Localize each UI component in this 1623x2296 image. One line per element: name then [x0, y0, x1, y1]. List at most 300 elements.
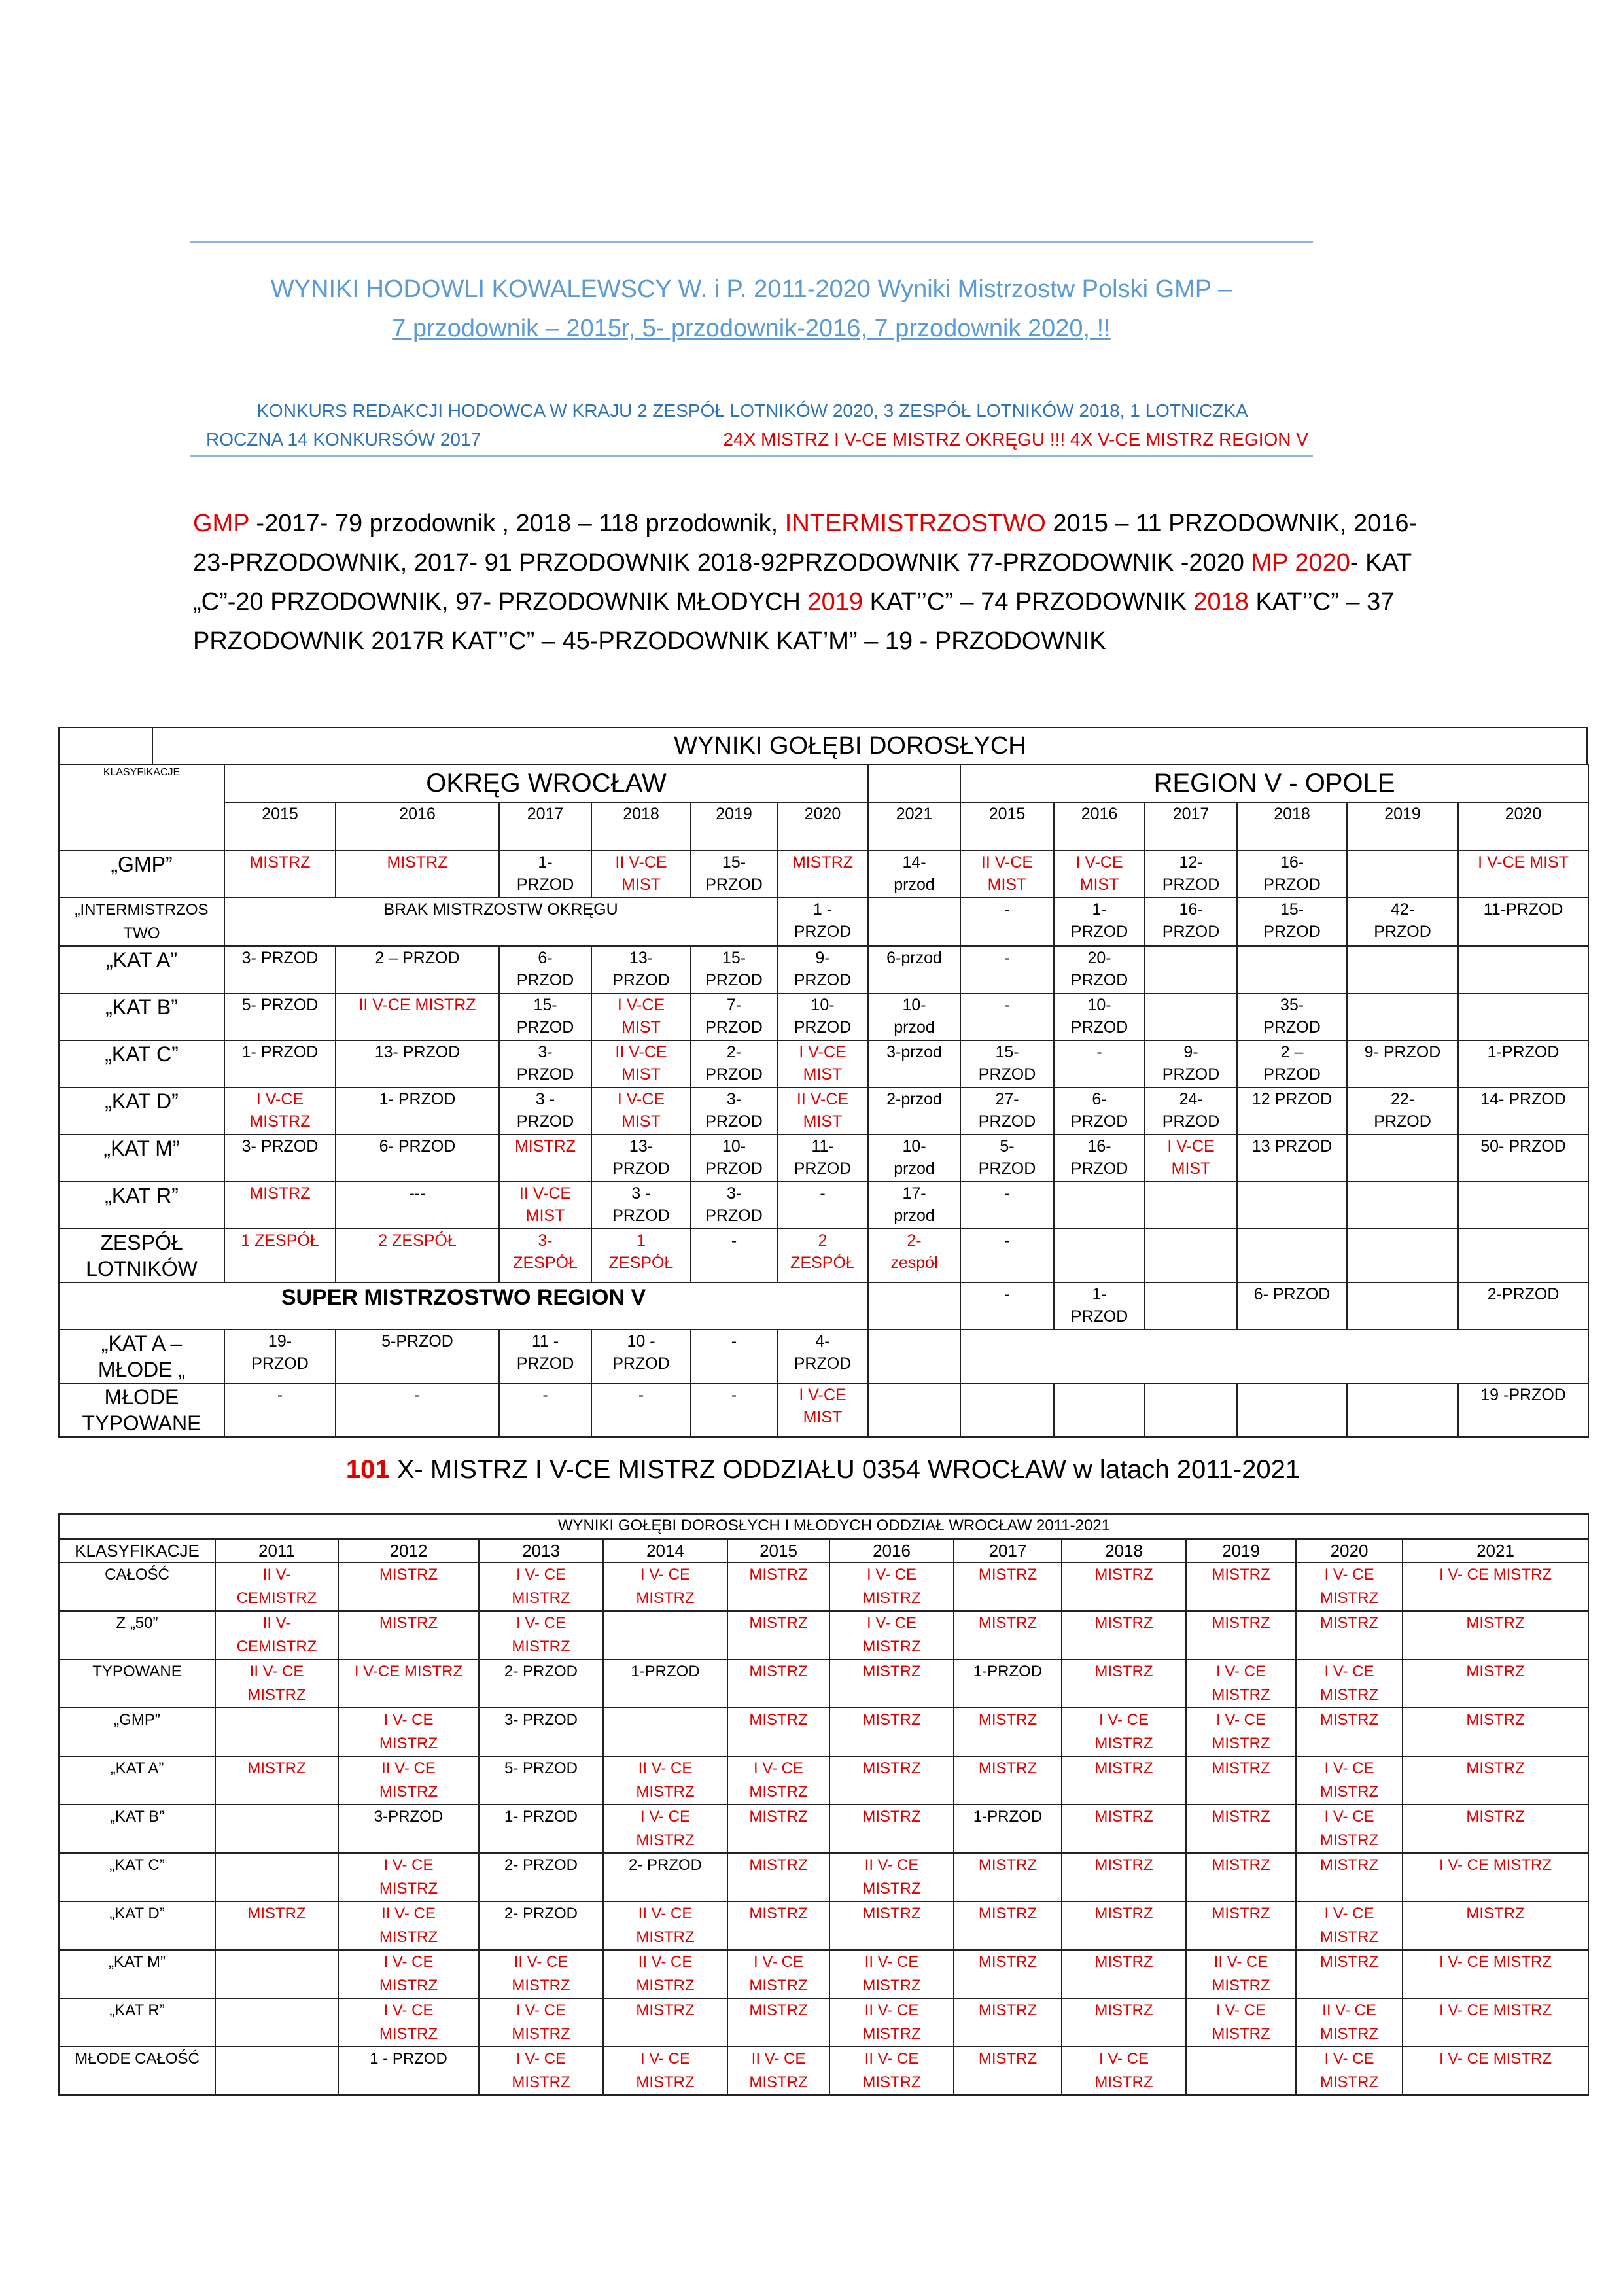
result-cell: MISTRZ	[727, 1611, 829, 1659]
result-cell	[1458, 1182, 1588, 1229]
result-cell: 17- przod	[868, 1182, 960, 1229]
result-cell: MISTRZ	[336, 851, 499, 898]
result-cell: MISTRZ	[1296, 1708, 1403, 1756]
result-cell: 6- PRZOD	[499, 946, 591, 993]
summary-count: 101	[345, 1455, 390, 1484]
result-cell: 2- PRZOD	[603, 1853, 727, 1901]
result-cell: I V- CE MISTRZ	[1296, 1805, 1403, 1853]
result-cell: 2 – PRZOD	[1237, 1040, 1347, 1087]
result-cell: MISTRZ	[1062, 1853, 1186, 1901]
result-cell: II V- CE MISTRZ	[603, 1901, 727, 1950]
result-cell: I V- CE MISTRZ	[727, 1756, 829, 1805]
result-cell: 15- PRZOD	[691, 946, 777, 993]
result-cell	[1237, 946, 1347, 993]
result-cell: 16- PRZOD	[1145, 898, 1237, 946]
row-label: „KAT C”	[59, 1040, 224, 1087]
result-cell: II V- CE MISTRZ	[603, 1950, 727, 1998]
result-cell	[1145, 1182, 1237, 1229]
result-cell: II V- CE MISTRZ	[338, 1756, 479, 1805]
result-cell: 10- PRZOD	[691, 1135, 777, 1182]
column-header: 2018	[1062, 1539, 1186, 1563]
blank-header-cell	[868, 764, 960, 802]
year-header: 2017	[1145, 802, 1237, 851]
result-cell: 1 - PRZOD	[777, 898, 868, 946]
result-cell: MISTRZ	[727, 1853, 829, 1901]
result-cell: I V- CE MISTRZ	[829, 1611, 954, 1659]
result-cell: 50- PRZOD	[1458, 1135, 1588, 1182]
table2-title-row	[59, 1514, 1588, 1539]
result-cell: 1- PRZOD	[1054, 898, 1145, 946]
result-cell: MISTRZ	[338, 1611, 479, 1659]
result-cell	[215, 1853, 338, 1901]
paragraph-text: KAT’’C” – 74 PRZODOWNIK	[863, 588, 1194, 616]
column-header: 2014	[603, 1539, 727, 1563]
year-header: 2015	[960, 802, 1054, 851]
result-cell: -	[691, 1330, 777, 1383]
year-header: 2020	[1458, 802, 1588, 851]
result-cell: MISTRZ	[829, 1708, 954, 1756]
result-cell: 3- PRZOD	[691, 1087, 777, 1135]
result-cell: 1-PRZOD	[954, 1659, 1062, 1708]
result-cell: 5- PRZOD	[960, 1135, 1054, 1182]
result-cell: 10- PRZOD	[1054, 993, 1145, 1040]
result-cell: 15- PRZOD	[691, 851, 777, 898]
result-cell: 13 PRZOD	[1237, 1135, 1347, 1182]
result-cell: 15- PRZOD	[960, 1040, 1054, 1087]
result-cell: II V-CE MIST	[960, 851, 1054, 898]
table-row	[59, 1229, 1588, 1282]
result-cell: 11-PRZOD	[1458, 898, 1588, 946]
row-label: „KAT B”	[59, 993, 224, 1040]
result-cell: I V- CE MISTRZ	[1403, 1853, 1588, 1901]
result-cell: 15- PRZOD	[499, 993, 591, 1040]
result-cell: MISTRZ	[829, 1901, 954, 1950]
konkurs-line-1: KONKURS REDAKCJI HODOWCA W KRAJU 2 ZESPÓŁ LOTNIKÓW 2020, 3 ZESPÓŁ LOTNIKÓW 2018, 1 LOTNICZKA	[256, 400, 1248, 421]
result-cell	[1458, 993, 1588, 1040]
result-cell: MISTRZ	[1403, 1708, 1588, 1756]
result-cell: II V- CE MISTRZ	[829, 1853, 954, 1901]
result-cell: MISTRZ	[1062, 1805, 1186, 1853]
result-cell: 6-przod	[868, 946, 960, 993]
result-cell: 2- PRZOD	[479, 1659, 603, 1708]
column-header: 2016	[829, 1539, 954, 1563]
result-cell: 1-PRZOD	[1458, 1040, 1588, 1087]
result-cell: MISTRZ	[1403, 1756, 1588, 1805]
result-cell	[1186, 2047, 1296, 2095]
achievements-paragraph	[193, 504, 1449, 661]
column-header: 2013	[479, 1539, 603, 1563]
table-row	[59, 851, 1588, 898]
result-cell: 5- PRZOD	[479, 1756, 603, 1805]
result-cell	[1145, 993, 1237, 1040]
result-cell: I V- CE MISTRZ	[1062, 1708, 1186, 1756]
row-label: „INTERMISTRZOS TWO	[59, 898, 224, 946]
result-cell: 19- PRZOD	[224, 1330, 336, 1383]
result-cell: 9- PRZOD	[1145, 1040, 1237, 1087]
result-cell: 10 - PRZOD	[591, 1330, 691, 1383]
result-cell: MISTRZ	[954, 1563, 1062, 1611]
result-cell: -	[691, 1383, 777, 1437]
result-cell: -	[224, 1383, 336, 1437]
result-cell: 27- PRZOD	[960, 1087, 1054, 1135]
result-cell: 2-PRZOD	[1458, 1282, 1588, 1330]
result-cell: I V- CE MISTRZ	[1296, 1659, 1403, 1708]
result-cell: -	[960, 1182, 1054, 1229]
result-cell: I V- CE MISTRZ	[603, 1563, 727, 1611]
okreg-header: OKRĘG WROCŁAW	[224, 764, 868, 802]
result-cell: 3-PRZOD	[338, 1805, 479, 1853]
table-row	[59, 946, 1588, 993]
row-label: „GMP”	[59, 851, 224, 898]
result-cell: MISTRZ	[1186, 1611, 1296, 1659]
result-cell: I V- CE MISTRZ	[338, 1853, 479, 1901]
result-cell: MISTRZ	[224, 851, 336, 898]
result-cell: I V- CE MISTRZ	[1296, 2047, 1403, 2095]
result-cell: I V- CE MISTRZ	[338, 1950, 479, 1998]
year-header: 2016	[336, 802, 499, 851]
result-cell	[868, 1330, 960, 1383]
result-cell: -	[960, 898, 1054, 946]
result-cell: I V- CE MISTRZ	[479, 1998, 603, 2047]
result-cell: 2 – PRZOD	[336, 946, 499, 993]
result-cell: 1-PRZOD	[603, 1659, 727, 1708]
row-label: ZESPÓŁ LOTNIKÓW	[59, 1229, 224, 1282]
result-cell: II V- CE MISTRZ	[829, 1950, 954, 1998]
result-cell: II V- CE MISTRZ	[1186, 1950, 1296, 1998]
result-cell: 1 ZESPÓŁ	[224, 1229, 336, 1282]
result-cell: -	[777, 1182, 868, 1229]
paragraph-text: - KAT „C”-20 PRZODOWNIK, 97- PRZODOWNIK MŁODYCH	[193, 549, 1412, 616]
result-cell: I V- CE MISTRZ	[727, 1950, 829, 1998]
result-cell: I V-CE MISTRZ	[338, 1659, 479, 1708]
result-cell	[1237, 1383, 1347, 1437]
result-cell: I V-CE MIST	[777, 1383, 868, 1437]
highlight-text: GMP	[193, 510, 249, 537]
table-row	[59, 1853, 1588, 1901]
result-cell: MISTRZ	[1186, 1853, 1296, 1901]
column-header: 2012	[338, 1539, 479, 1563]
branch-results-table	[58, 1513, 1589, 2096]
result-cell: MISTRZ	[954, 1901, 1062, 1950]
result-cell: MISTRZ	[1186, 1756, 1296, 1805]
result-cell: MISTRZ	[954, 1950, 1062, 1998]
result-cell: 20- PRZOD	[1054, 946, 1145, 993]
table-row	[59, 1901, 1588, 1950]
table-row	[59, 1135, 1588, 1182]
year-header: 2019	[1347, 802, 1458, 851]
year-header: 2015	[224, 802, 336, 851]
paragraph-text: 2015 – 11 PRZODOWNIK, 2016- 23-PRZODOWNIK, 2017- 91 PRZODOWNIK 2018-92PRZODOWNIK 77-PRZODOWNIK -2020	[193, 510, 1418, 576]
row-label: TYPOWANE	[59, 1659, 215, 1708]
row-label: „KAT R”	[59, 1998, 215, 2047]
result-cell: -	[591, 1383, 691, 1437]
result-cell: II V-CE MISTRZ	[336, 993, 499, 1040]
result-cell: MISTRZ	[215, 1901, 338, 1950]
konkurs-line-2-left: ROCZNA 14 KONKURSÓW 2017	[206, 429, 481, 450]
konkurs-block	[196, 397, 1308, 454]
result-cell: MISTRZ	[1186, 1805, 1296, 1853]
year-header: 2018	[591, 802, 691, 851]
year-header: 2018	[1237, 802, 1347, 851]
column-header: 2019	[1186, 1539, 1296, 1563]
row-label: CAŁOŚĆ	[59, 1563, 215, 1611]
column-header: 2015	[727, 1539, 829, 1563]
result-cell: MISTRZ	[1062, 1563, 1186, 1611]
no-championship-note: BRAK MISTRZOSTW OKRĘGU	[224, 898, 777, 946]
result-cell: 24- PRZOD	[1145, 1087, 1237, 1135]
table2-title: WYNIKI GOŁĘBI DOROSŁYCH I MŁODYCH ODDZIAŁ WROCŁAW 2011-2021	[59, 1514, 1588, 1539]
result-cell	[603, 1611, 727, 1659]
result-cell: 10- przod	[868, 993, 960, 1040]
result-cell: I V- CE MISTRZ	[479, 1611, 603, 1659]
result-cell	[1145, 946, 1237, 993]
table-row	[59, 1659, 1588, 1708]
result-cell	[1145, 1229, 1237, 1282]
result-cell: II V- CEMISTRZ	[215, 1563, 338, 1611]
result-cell: 16- PRZOD	[1237, 851, 1347, 898]
paragraph-text: KAT’’C” – 37 PRZODOWNIK 2017R KAT’’C” – 45-PRZODOWNIK KAT’M” – 19 - PRZODOWNIK	[193, 588, 1395, 655]
result-cell: MISTRZ	[1403, 1805, 1588, 1853]
result-cell: MISTRZ	[829, 1659, 954, 1708]
result-cell	[1347, 993, 1458, 1040]
result-cell: 10- przod	[868, 1135, 960, 1182]
result-cell	[215, 1950, 338, 1998]
table1-corner-cell	[60, 728, 153, 764]
row-label: „KAT A – MŁODE „	[59, 1330, 224, 1383]
result-cell: 16- PRZOD	[1054, 1135, 1145, 1182]
result-cell: 2- PRZOD	[691, 1040, 777, 1087]
table-row	[59, 1805, 1588, 1853]
result-cell	[868, 1282, 960, 1330]
result-cell: MISTRZ	[727, 1708, 829, 1756]
result-cell: 1- PRZOD	[336, 1087, 499, 1135]
year-header: 2016	[1054, 802, 1145, 851]
result-cell: MISTRZ	[1062, 1756, 1186, 1805]
result-cell	[1347, 1282, 1458, 1330]
result-cell	[1145, 1282, 1237, 1330]
result-cell: 3- PRZOD	[691, 1182, 777, 1229]
result-cell: 2-przod	[868, 1087, 960, 1135]
result-cell: 4- PRZOD	[777, 1330, 868, 1383]
result-cell: 1-PRZOD	[954, 1805, 1062, 1853]
konkurs-line-2	[196, 425, 1308, 454]
result-cell	[215, 1805, 338, 1853]
column-header: 2020	[1296, 1539, 1403, 1563]
result-cell: 9- PRZOD	[1347, 1040, 1458, 1087]
table-row	[59, 1087, 1588, 1135]
result-cell: 35- PRZOD	[1237, 993, 1347, 1040]
table-row	[59, 898, 1588, 946]
table-row	[59, 1282, 1588, 1330]
result-cell: -	[336, 1383, 499, 1437]
result-cell: 14- PRZOD	[1458, 1087, 1588, 1135]
result-cell: 2 ZESPÓŁ	[777, 1229, 868, 1282]
result-cell: I V- CE MISTRZ	[829, 1563, 954, 1611]
result-cell: 2- PRZOD	[479, 1901, 603, 1950]
result-cell: II V- CE MISTRZ	[829, 1998, 954, 2047]
highlight-text: 2019	[807, 588, 864, 616]
result-cell: MISTRZ	[1062, 1611, 1186, 1659]
result-cell: II V- CE MISTRZ	[603, 1756, 727, 1805]
row-label: „KAT A”	[59, 946, 224, 993]
result-cell: II V- CEMISTRZ	[215, 1611, 338, 1659]
result-cell: 10- PRZOD	[777, 993, 868, 1040]
result-cell	[603, 1708, 727, 1756]
result-cell: 9- PRZOD	[777, 946, 868, 993]
result-cell: MISTRZ	[727, 1563, 829, 1611]
result-cell: I V- CE MISTRZ	[479, 2047, 603, 2095]
result-cell: I V- CE MISTRZ	[1403, 1563, 1588, 1611]
result-cell	[960, 1383, 1054, 1437]
result-cell	[1054, 1182, 1145, 1229]
result-cell	[1054, 1229, 1145, 1282]
konkurs-line-2-right: 24X MISTRZ I V-CE MISTRZ OKRĘGU !!! 4X V-CE MISTRZ REGION V	[723, 429, 1308, 450]
result-cell: 13- PRZOD	[336, 1040, 499, 1087]
result-cell: 3-przod	[868, 1040, 960, 1087]
result-cell: 1- PRZOD	[499, 851, 591, 898]
result-cell: I V- CE MISTRZ	[1403, 2047, 1588, 2095]
table-row	[59, 2047, 1588, 2095]
result-cell: MISTRZ	[954, 1708, 1062, 1756]
result-cell: -	[691, 1229, 777, 1282]
result-cell	[1145, 1383, 1237, 1437]
result-cell: MISTRZ	[215, 1756, 338, 1805]
result-cell: I V- CE MISTRZ	[1296, 1901, 1403, 1950]
result-cell: 1 - PRZOD	[338, 2047, 479, 2095]
result-cell: -	[960, 1229, 1054, 1282]
result-cell: II V-CE MIST	[777, 1087, 868, 1135]
result-cell: 19 -PRZOD	[1458, 1383, 1588, 1437]
year-header: 2019	[691, 802, 777, 851]
column-header: 2021	[1403, 1539, 1588, 1563]
result-cell: MISTRZ	[1403, 1659, 1588, 1708]
result-cell: MISTRZ	[829, 1756, 954, 1805]
result-cell: I V- CE MISTRZ	[1186, 1659, 1296, 1708]
result-cell: I V-CE MIST	[1458, 851, 1588, 898]
subtitle-text: 7 przodownik – 2015r, 5- przodownik-2016, 7 przodownik 2020, !!	[392, 315, 1111, 342]
paragraph-text: -2017- 79 przodownik , 2018 – 118 przodownik,	[249, 510, 785, 537]
result-cell: I V- CE MISTRZ	[1296, 1756, 1403, 1805]
result-cell: 11- PRZOD	[777, 1135, 868, 1182]
result-cell: I V-CE MIST	[591, 993, 691, 1040]
result-cell: MISTRZ	[1062, 1901, 1186, 1950]
result-cell: MISTRZ	[954, 1756, 1062, 1805]
result-cell: MISTRZ	[1403, 1901, 1588, 1950]
highlight-text: MP 2020	[1251, 549, 1350, 576]
result-cell: -	[960, 946, 1054, 993]
result-cell	[1237, 1229, 1347, 1282]
result-cell: II V- CE MISTRZ	[727, 2047, 829, 2095]
result-cell: 12 PRZOD	[1237, 1087, 1347, 1135]
result-cell: I V- CE MISTRZ	[338, 1998, 479, 2047]
result-cell: II V- CE MISTRZ	[479, 1950, 603, 1998]
result-cell: I V-CE MISTRZ	[224, 1087, 336, 1135]
column-header: 2017	[954, 1539, 1062, 1563]
result-cell: MISTRZ	[1296, 1853, 1403, 1901]
row-label: „GMP”	[59, 1708, 215, 1756]
result-cell: MISTRZ	[1062, 1998, 1186, 2047]
result-cell: II V- CE MISTRZ	[1296, 1998, 1403, 2047]
result-cell: 6- PRZOD	[1237, 1282, 1347, 1330]
result-cell	[868, 1383, 960, 1437]
table-row	[59, 1563, 1588, 1611]
result-cell: 6- PRZOD	[336, 1135, 499, 1182]
result-cell: I V- CE MISTRZ	[1403, 1998, 1588, 2047]
result-cell: ---	[336, 1182, 499, 1229]
result-cell: I V- CE MISTRZ	[1062, 2047, 1186, 2095]
summary-line	[58, 1451, 1588, 1488]
table-row	[59, 1998, 1588, 2047]
result-cell: I V- CE MISTRZ	[1296, 1563, 1403, 1611]
result-cell: 1 ZESPÓŁ	[591, 1229, 691, 1282]
adult-results-table	[58, 764, 1589, 1438]
year-header: 2020	[777, 802, 868, 851]
result-cell: -	[499, 1383, 591, 1437]
result-cell: I V- CE MISTRZ	[1403, 1950, 1588, 1998]
result-cell: MISTRZ	[1062, 1659, 1186, 1708]
result-cell: II V-CE MIST	[499, 1182, 591, 1229]
result-cell: 3- PRZOD	[224, 1135, 336, 1182]
result-cell: 3- ZESPÓŁ	[499, 1229, 591, 1282]
result-cell: 1- PRZOD	[224, 1040, 336, 1087]
row-label: „KAT C”	[59, 1853, 215, 1901]
result-cell: -	[1054, 1040, 1145, 1087]
result-cell: 13- PRZOD	[591, 946, 691, 993]
result-cell: MISTRZ	[777, 851, 868, 898]
row-label: „KAT M”	[59, 1950, 215, 1998]
result-cell: 42- PRZOD	[1347, 898, 1458, 946]
result-cell	[1347, 1182, 1458, 1229]
konkurs-rule	[190, 455, 1313, 457]
result-cell	[1347, 946, 1458, 993]
table-row	[59, 1708, 1588, 1756]
result-cell: 2 ZESPÓŁ	[336, 1229, 499, 1282]
highlight-text: 2018	[1193, 588, 1249, 616]
result-cell: MISTRZ	[338, 1563, 479, 1611]
table-row	[59, 1383, 1588, 1437]
result-cell: I V- CE MISTRZ	[1186, 1708, 1296, 1756]
result-cell: MISTRZ	[1296, 1950, 1403, 1998]
result-cell: 22- PRZOD	[1347, 1087, 1458, 1135]
result-cell: MISTRZ	[1186, 1563, 1296, 1611]
result-cell: 2- zespół	[868, 1229, 960, 1282]
result-cell: 2- PRZOD	[479, 1853, 603, 1901]
row-label: „KAT M”	[59, 1135, 224, 1182]
table1-title: WYNIKI GOŁĘBI DOROSŁYCH	[674, 732, 1026, 760]
result-cell: MISTRZ	[1296, 1611, 1403, 1659]
region-header-row	[59, 764, 1588, 802]
result-cell: MISTRZ	[727, 1805, 829, 1853]
result-cell: MISTRZ	[727, 1998, 829, 2047]
result-cell: 3- PRZOD	[499, 1040, 591, 1087]
result-cell: I V-CE MIST	[1145, 1135, 1237, 1182]
result-cell: MISTRZ	[1403, 1611, 1588, 1659]
table-row	[59, 1756, 1588, 1805]
row-label: MŁODE TYPOWANE	[59, 1383, 224, 1437]
result-cell: 13- PRZOD	[591, 1135, 691, 1182]
result-cell	[1237, 1182, 1347, 1229]
top-rule	[190, 241, 1313, 243]
result-cell: I V- CE MISTRZ	[338, 1708, 479, 1756]
row-label: „KAT A”	[59, 1756, 215, 1805]
result-cell: MISTRZ	[954, 1853, 1062, 1901]
column-header: KLASYFIKACJE	[59, 1539, 215, 1563]
row-label: Z „50”	[59, 1611, 215, 1659]
page-subtitle	[190, 309, 1313, 348]
result-cell: MISTRZ	[224, 1182, 336, 1229]
result-cell: MISTRZ	[829, 1805, 954, 1853]
table-row	[59, 1611, 1588, 1659]
